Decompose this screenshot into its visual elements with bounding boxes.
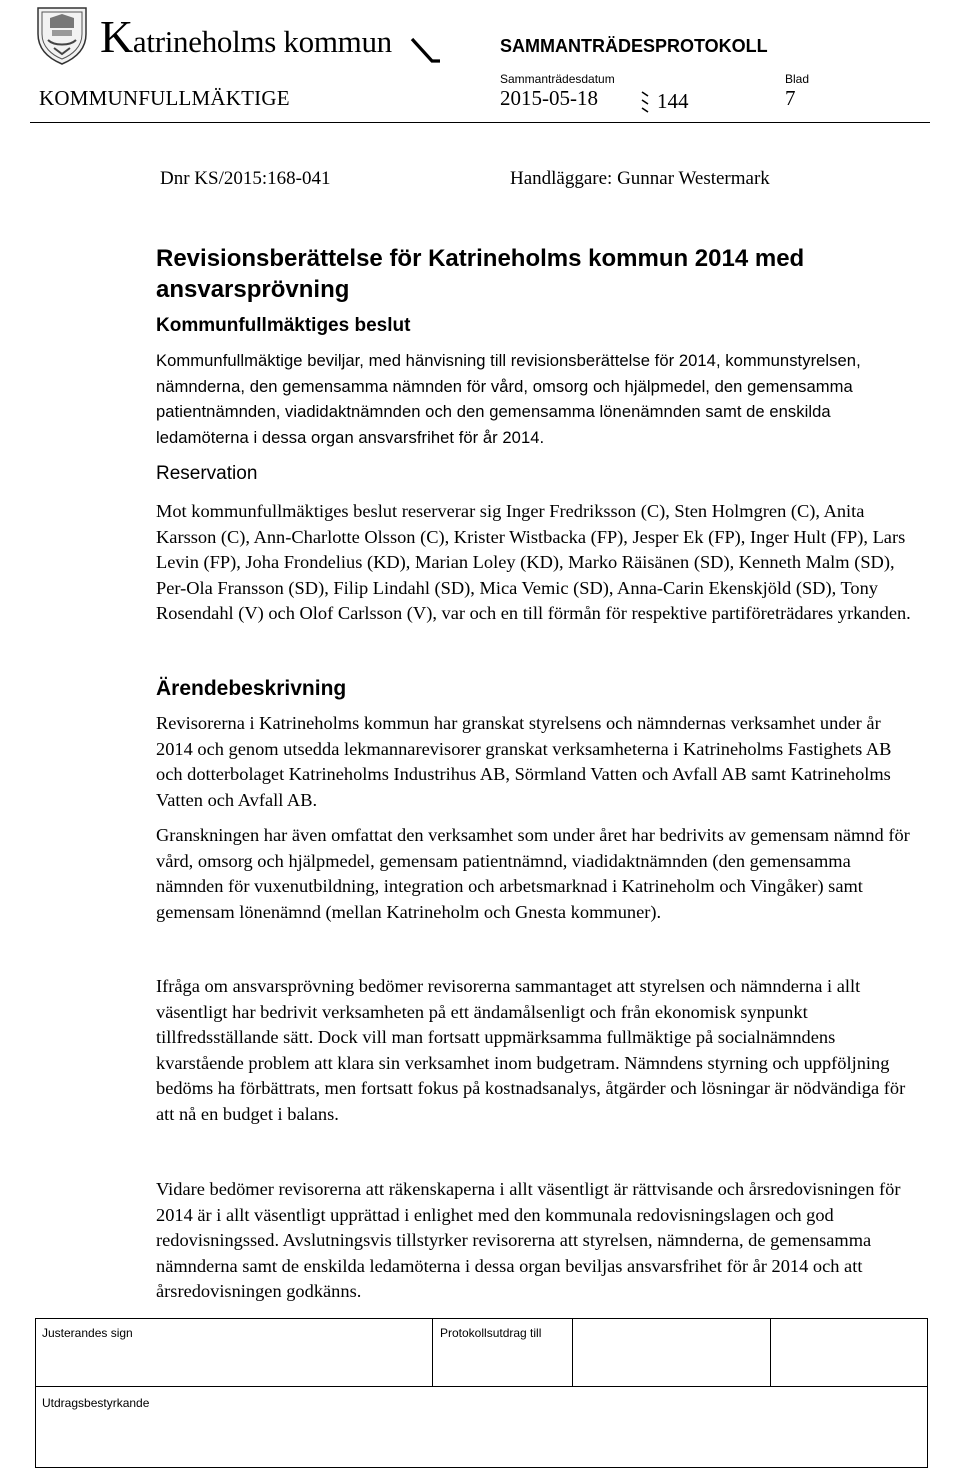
brand-rest: atrineholms kommun bbox=[132, 24, 392, 59]
page-label: Blad bbox=[785, 72, 810, 86]
paragraph-number: 144 bbox=[657, 89, 689, 113]
header-divider bbox=[30, 122, 930, 123]
case-paragraph: Granskningen har även omfattat den verksamhet som under året har bedrivits av gemensam nämnd för vård, omsorg och hjälpmedel, gemensam patientnämnd, viadidaktnämnden (den gemensamma nämnden för vuxenutbildning, integration och arbetsmarknad i Katrineholm och Vingåker) samt gemensam lönenämnd (mellan Katrineholm och Gnesta kommuner). bbox=[156, 825, 910, 922]
case-description-heading: Ärendebeskrivning bbox=[156, 677, 347, 700]
decision-text: Kommunfullmäktige beviljar, med hänvisning till revisionsberättelse för 2014, kommunstyrelsen, nämnderna, den gemensamma nämnden för vård, omsorg och hjälpmedel, den gemensamma patientnämnden, viadidaktnämnden och den gemensamma lönenämnden samt de enskilda ledamöterna i dessa organ ansvarsfrihet för år 2014. bbox=[156, 351, 861, 447]
case-handler: Handläggare: Gunnar Westermark bbox=[510, 168, 770, 189]
reservation-text: Mot kommunfullmäktiges beslut reserverar sig Inger Fredriksson (C), Sten Holmgren (C), Anita Karsson (C), Ann-Charlotte Olsson (C), Krister Wistbacka (FP), Jesper Ek (FP), Inger Hult (FP), Lars Levin (FP), Joha Frondelius (KD), Marian Loley (KD), Marko Räisänen (SD), Kenneth Malm (SD), Per-Ola Fransson (SD), Filip Lindahl (SD), Mica Vemic (SD), Anna-Carin Ekenskjöld (SD), Tony Rosendahl (V) och Olof Carlsson (V), var och en till förmån för respektive partiföreträdares yrkanden. bbox=[156, 501, 911, 624]
meeting-date-label: Sammanträdesdatum bbox=[500, 72, 615, 86]
meeting-date: 2015-05-18 bbox=[500, 86, 598, 110]
page-number: 7 bbox=[785, 86, 796, 110]
municipal-coat-of-arms-icon bbox=[32, 4, 92, 66]
page-title: Revisionsberättelse för Katrineholms kommun 2014 med ansvarsprövning bbox=[156, 245, 805, 303]
brand-swoosh-icon bbox=[410, 35, 442, 67]
certification-label: Utdragsbestyrkande bbox=[42, 1396, 150, 1410]
decision-heading: Kommunfullmäktiges beslut bbox=[156, 315, 411, 336]
footer-column-divider bbox=[770, 1318, 771, 1387]
case-paragraph: Revisorerna i Katrineholms kommun har granskat styrelsens och nämndernas verksamhet under år 2014 och genom utsedda lekmannarevisorer granskat verksamheterna i Katrineholms Fastighets AB och dotterbolaget Katrineholms Industrihus AB, Sörmland Vatten och Avfall AB samt Katrineholms Vatten och Avfall AB. bbox=[156, 713, 892, 810]
section-mark-icon bbox=[640, 90, 650, 114]
signer-label: Justerandes sign bbox=[42, 1326, 133, 1340]
extract-recipient-label: Protokollsutdrag till bbox=[440, 1326, 542, 1340]
organization-name: KOMMUNFULLMÄKTIGE bbox=[39, 86, 290, 110]
brand-initial: K bbox=[100, 11, 133, 62]
footer-column-divider bbox=[572, 1318, 573, 1387]
document-type: SAMMANTRÄDESPROTOKOLL bbox=[500, 36, 768, 56]
footer-divider bbox=[35, 1386, 928, 1387]
case-number: Dnr KS/2015:168-041 bbox=[160, 168, 331, 189]
case-paragraph: Vidare bedömer revisorerna att räkenskaperna i allt väsentligt är rättvisande och årsredovisningen för 2014 är i allt väsentligt upprättad i enlighet med den kommunala redovisningslagen och god redovisningssed. Avslutningsvis tillstyrker revisorerna att styrelsen, nämnderna, de gemensamma nämnderna samt de enskilda ledamöterna i dessa organ beviljas ansvarsfrihet för år 2014 och att årsredovisningen godkänns. bbox=[156, 1179, 901, 1302]
case-paragraph: Ifråga om ansvarsprövning bedömer revisorerna sammantaget att styrelsen och nämnderna i allt väsentligt har bedrivit verksamheten på ett ändamålsenligt och från ekonomisk synpunkt tillfredsställande sätt. Dock vill man fortsatt uppmärksamma fullmäktige på socialnämndens kvarstående problem att klara sin verksamhet inom budgetram. Nämndens styrning och uppföljning bedöms ha förbättrats, men fortsatt fokus på kostnadsanalys, åtgärder och lösningar är nödvändiga för att nå en budget i balans. bbox=[156, 976, 906, 1124]
footer-signature-box bbox=[35, 1318, 928, 1468]
reservation-heading: Reservation bbox=[156, 463, 258, 484]
brand-name bbox=[100, 11, 392, 62]
footer-column-divider bbox=[432, 1318, 433, 1387]
